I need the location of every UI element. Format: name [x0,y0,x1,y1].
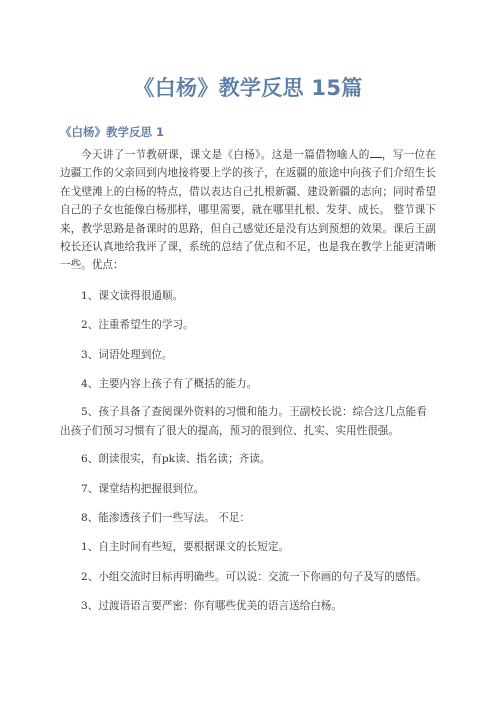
list-item: 1、课文读得很通顺。 [81,290,184,303]
intro-paragraph [60,146,436,275]
list-item: 5、孩子具备了查阅课外资料的习惯和能力。王副校长说：综合这几点能看出孩子们预习习惯有了很大的提高，预习的很到位、扎实、实用性很强。 [60,406,427,437]
list-item: 6、朗读很实，有pk读、指名读；齐读。 [81,453,271,466]
list-item: 8、能渗透孩子们一些写法。 不足： [81,512,251,525]
intro-text-part-a: 今天讲了一节教研课，课文是《白杨》。这是一篇借物喻人的 [81,149,370,161]
section-heading: 《白杨》教学反思 1 [60,125,165,139]
list-item: 2、小组交流时目标再明确些。可以说：交流一下你画的句子及写的感悟。 [81,570,427,583]
list-item: 3、过渡语语言要严密：你有哪些优美的语言送给白杨。 [81,600,342,613]
intro-text-part-b: ，写一位在边疆工作的父亲回到内地接将要上学的孩子，在返疆的旅途中向孩子们介绍生长在戈壁滩上的白杨的特点，借以表达自己扎根新疆、建设新疆的志向；同时希望自己的子女也能像白杨那样，哪里需要，就在哪里扎根、发芽、成长。 整节课下来，教学思路是备课时的思路，但自己感觉还是没有达到预想的效果。课后王副校长还认真地给我评了课，系统的总结了优点和不足，也是我在教学上能更清晰一些。优点： [60,149,436,272]
list-item: 3、词语处理到位。 [81,348,173,361]
list-item: 1、自主时间有些短，要根据课文的长短定。 [81,541,290,554]
feedback-list [60,282,436,622]
list-item: 2、注重希望生的学习。 [81,319,194,332]
document-title: 《白杨》教学反思 15篇 [133,76,363,100]
list-item: 7、课堂结构把握很到位。 [81,482,205,495]
blank-underline [370,148,382,158]
list-item: 4、主要内容上孩子有了概括的能力。 [81,378,258,391]
